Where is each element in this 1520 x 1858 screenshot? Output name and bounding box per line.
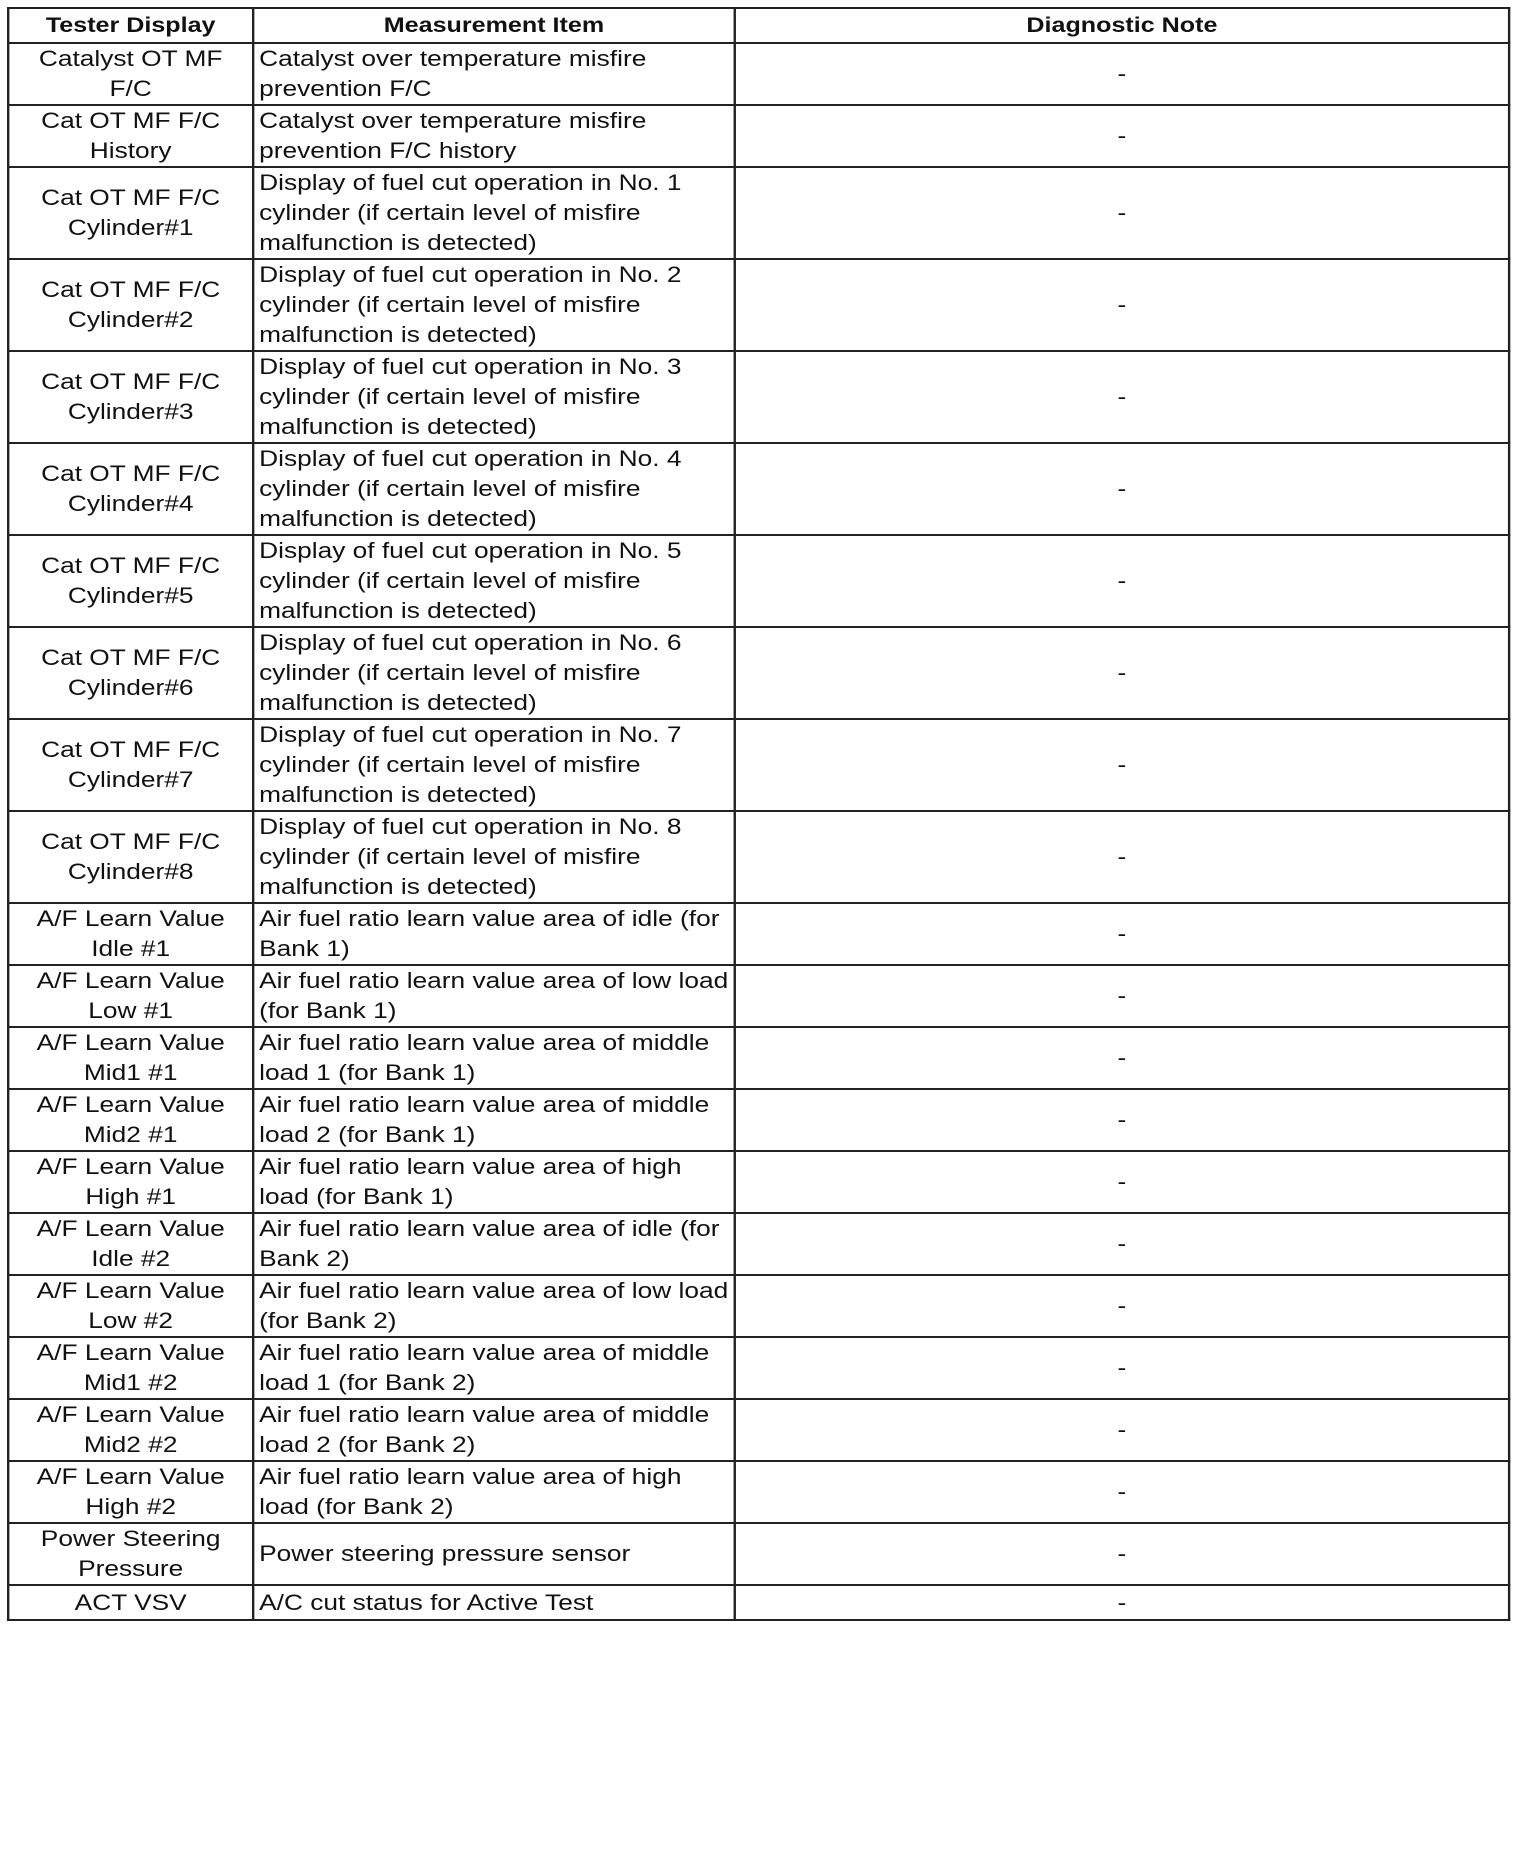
diagnostic-note-cell: - — [735, 1399, 1509, 1461]
table-row — [8, 1151, 1509, 1213]
measurement-item-cell: Display of fuel cut operation in No. 8 cylinder (if certain level of misfire malfunction is detected) — [253, 811, 735, 903]
diagnostic-note-cell: - — [735, 1337, 1509, 1399]
tester-display-cell: Cat OT MF F/C Cylinder#2 — [8, 259, 253, 351]
table-row — [8, 1399, 1509, 1461]
tester-display-cell: A/F Learn Value Idle #1 — [8, 903, 253, 965]
tester-display-cell: Cat OT MF F/C Cylinder#8 — [8, 811, 253, 903]
table-row — [8, 1585, 1509, 1620]
measurement-item-cell: Display of fuel cut operation in No. 6 cylinder (if certain level of misfire malfunction is detected) — [253, 627, 735, 719]
diagnostic-note-cell: - — [735, 1585, 1509, 1620]
tester-display-cell: A/F Learn Value Idle #2 — [8, 1213, 253, 1275]
tester-display-cell: A/F Learn Value Mid2 #2 — [8, 1399, 253, 1461]
tester-display-cell: A/F Learn Value High #1 — [8, 1151, 253, 1213]
tester-display-cell: Cat OT MF F/C Cylinder#5 — [8, 535, 253, 627]
tester-display-cell: Cat OT MF F/C Cylinder#6 — [8, 627, 253, 719]
tester-display-cell: ACT VSV — [8, 1585, 253, 1620]
table-row — [8, 1275, 1509, 1337]
tester-display-cell: A/F Learn Value High #2 — [8, 1461, 253, 1523]
diagnostic-note-cell: - — [735, 1151, 1509, 1213]
column-header-tester-display: Tester Display — [8, 8, 253, 43]
tester-display-cell: A/F Learn Value Mid1 #2 — [8, 1337, 253, 1399]
measurement-item-cell: Display of fuel cut operation in No. 4 cylinder (if certain level of misfire malfunction is detected) — [253, 443, 735, 535]
diagnostic-note-cell: - — [735, 1461, 1509, 1523]
tester-display-cell: Cat OT MF F/C Cylinder#7 — [8, 719, 253, 811]
table-row — [8, 627, 1509, 719]
measurement-item-cell: Air fuel ratio learn value area of high load (for Bank 1) — [253, 1151, 735, 1213]
measurement-item-cell: Air fuel ratio learn value area of middle load 1 (for Bank 1) — [253, 1027, 735, 1089]
tester-display-cell: A/F Learn Value Low #1 — [8, 965, 253, 1027]
diagnostic-note-cell: - — [735, 1275, 1509, 1337]
table-row — [8, 903, 1509, 965]
table-row — [8, 443, 1509, 535]
measurement-item-cell: Display of fuel cut operation in No. 2 cylinder (if certain level of misfire malfunction is detected) — [253, 259, 735, 351]
column-header-diagnostic-note: Diagnostic Note — [735, 8, 1509, 43]
table-row — [8, 1213, 1509, 1275]
diagnostic-note-cell: - — [735, 811, 1509, 903]
table-row — [8, 535, 1509, 627]
document-sheet — [7, 7, 1520, 1845]
measurement-item-cell: Catalyst over temperature misfire prevention F/C history — [253, 105, 735, 167]
diagnostic-note-cell: - — [735, 535, 1509, 627]
table-row — [8, 719, 1509, 811]
diagnostic-note-cell: - — [735, 105, 1509, 167]
column-header-measurement-item: Measurement Item — [253, 8, 735, 43]
measurement-item-cell: Air fuel ratio learn value area of middle load 2 (for Bank 2) — [253, 1399, 735, 1461]
measurement-item-cell: Air fuel ratio learn value area of middle load 2 (for Bank 1) — [253, 1089, 735, 1151]
tester-display-cell: A/F Learn Value Low #2 — [8, 1275, 253, 1337]
table-header-row — [8, 8, 1509, 43]
diagnostic-note-cell: - — [735, 1089, 1509, 1151]
table-row — [8, 167, 1509, 259]
diagnostic-note-cell: - — [735, 1027, 1509, 1089]
measurement-item-cell: Power steering pressure sensor — [253, 1523, 735, 1585]
diagnostic-note-cell: - — [735, 965, 1509, 1027]
tester-display-cell: A/F Learn Value Mid2 #1 — [8, 1089, 253, 1151]
table-row — [8, 105, 1509, 167]
measurement-item-cell: Display of fuel cut operation in No. 3 cylinder (if certain level of misfire malfunction is detected) — [253, 351, 735, 443]
measurement-item-cell: A/C cut status for Active Test — [253, 1585, 735, 1620]
table-row — [8, 1089, 1509, 1151]
measurement-item-cell: Display of fuel cut operation in No. 7 cylinder (if certain level of misfire malfunction is detected) — [253, 719, 735, 811]
table-row — [8, 259, 1509, 351]
table-row — [8, 1337, 1509, 1399]
diagnostic-note-cell: - — [735, 259, 1509, 351]
tester-display-cell: A/F Learn Value Mid1 #1 — [8, 1027, 253, 1089]
table-row — [8, 1523, 1509, 1585]
tester-display-cell: Cat OT MF F/C History — [8, 105, 253, 167]
measurement-item-cell: Display of fuel cut operation in No. 5 cylinder (if certain level of misfire malfunction is detected) — [253, 535, 735, 627]
data-list-table — [7, 7, 1510, 1621]
table-row — [8, 811, 1509, 903]
diagnostic-note-cell: - — [735, 167, 1509, 259]
diagnostic-note-cell: - — [735, 1523, 1509, 1585]
table-row — [8, 351, 1509, 443]
diagnostic-note-cell: - — [735, 351, 1509, 443]
tester-display-cell: Catalyst OT MF F/C — [8, 43, 253, 105]
table-row — [8, 43, 1509, 105]
tester-display-cell: Cat OT MF F/C Cylinder#3 — [8, 351, 253, 443]
diagnostic-note-cell: - — [735, 1213, 1509, 1275]
table-row — [8, 1027, 1509, 1089]
table-row — [8, 965, 1509, 1027]
measurement-item-cell: Air fuel ratio learn value area of low load (for Bank 1) — [253, 965, 735, 1027]
tester-display-cell: Power Steering Pressure — [8, 1523, 253, 1585]
diagnostic-note-cell: - — [735, 43, 1509, 105]
tester-display-cell: Cat OT MF F/C Cylinder#1 — [8, 167, 253, 259]
diagnostic-note-cell: - — [735, 719, 1509, 811]
diagnostic-note-cell: - — [735, 627, 1509, 719]
measurement-item-cell: Air fuel ratio learn value area of idle (for Bank 1) — [253, 903, 735, 965]
tester-display-cell: Cat OT MF F/C Cylinder#4 — [8, 443, 253, 535]
measurement-item-cell: Catalyst over temperature misfire prevention F/C — [253, 43, 735, 105]
measurement-item-cell: Air fuel ratio learn value area of low load (for Bank 2) — [253, 1275, 735, 1337]
measurement-item-cell: Air fuel ratio learn value area of high load (for Bank 2) — [253, 1461, 735, 1523]
table-row — [8, 1461, 1509, 1523]
diagnostic-note-cell: - — [735, 443, 1509, 535]
measurement-item-cell: Display of fuel cut operation in No. 1 cylinder (if certain level of misfire malfunction is detected) — [253, 167, 735, 259]
measurement-item-cell: Air fuel ratio learn value area of idle (for Bank 2) — [253, 1213, 735, 1275]
measurement-item-cell: Air fuel ratio learn value area of middle load 1 (for Bank 2) — [253, 1337, 735, 1399]
diagnostic-note-cell: - — [735, 903, 1509, 965]
